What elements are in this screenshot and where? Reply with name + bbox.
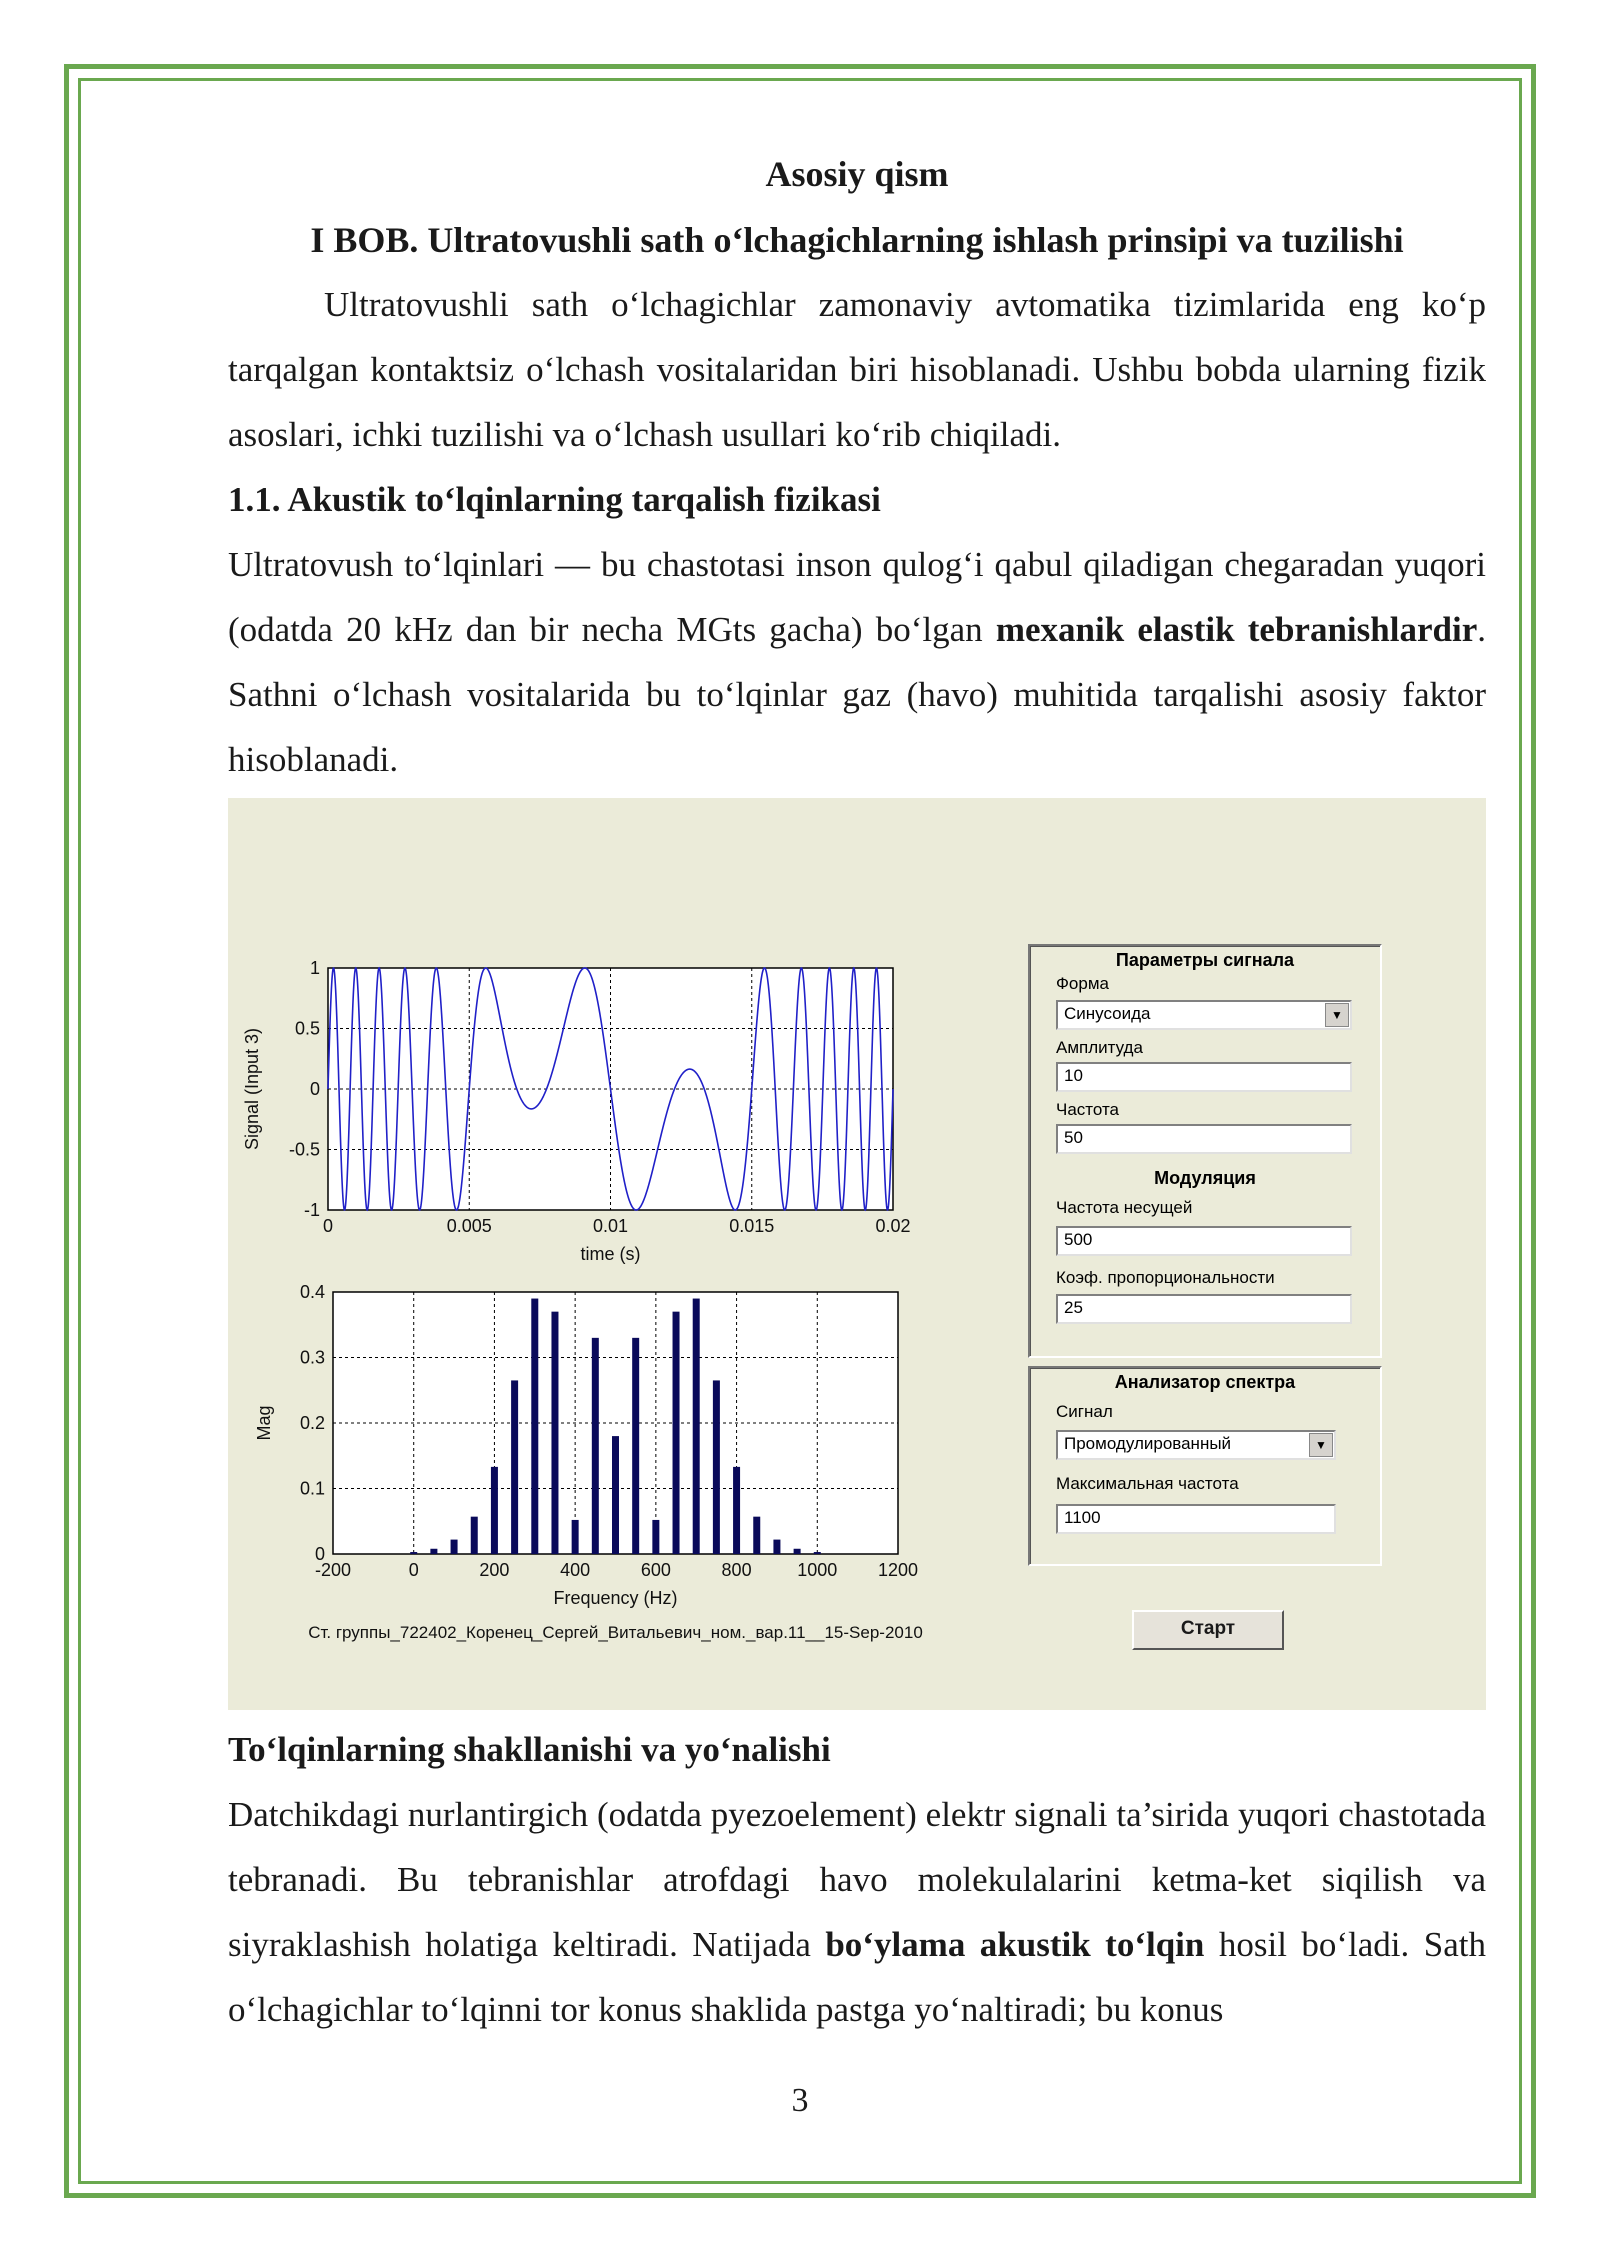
spectrum-xtick-label: 400 [560,1560,591,1580]
para1-text-b: . Sathni o‘lchash vositalarida bu to‘lqinlar gaz (havo) muhitida tarqalishi asosiy faktor hisoblanadi. [228,610,1486,779]
modulation-title: Модуляция [1154,1168,1256,1188]
spectrum-bar [733,1467,740,1554]
signal-xtick-label: 0.01 [592,1216,629,1236]
chevron-down-icon[interactable]: ▼ [1325,1003,1349,1027]
frequency-input[interactable]: 50 [1056,1124,1352,1154]
para1-text-a: Ultratovush to‘lqinlari — bu chastotasi inson qulog‘i qabul qiladigan chegaradan yuqori (odatda 20 kHz dan bir necha MGts gacha) bo‘lgan [228,545,1486,649]
spectrum-ytick-label: 0.4 [299,1282,325,1302]
signal-xtick-label: 0.02 [875,1216,911,1236]
form-select[interactable] [1056,1000,1352,1030]
signal-xtick-label: 0 [322,1216,334,1236]
spectrum-signal-value: Промодулированный [1064,1434,1232,1453]
spectrum-signal-label: Сигнал [1056,1402,1113,1421]
signal-ylabel: Signal (Input 3) [242,1027,262,1151]
para2-text-b: hosil bo‘ladi. Sath o‘lchagichlar to‘lqinni tor konus shaklida pastga yo‘naltiradi; bu konus [228,1925,1486,2029]
para2-bold: bo‘ylama akustik to‘lqin [825,1925,1205,1964]
heading-2: To‘lqinlarning shakllanishi va yo‘nalishi [228,1730,831,1769]
spectrum-ytick-label: 0.1 [299,1478,325,1499]
spectrum-bar [612,1436,619,1554]
para2-text-a: Datchikdagi nurlantirgich (odatda pyezoelement) elektr signali ta’sirida yuqori chastotada tebranadi. Bu tebranishlar atrofdagi havo molekulalarini ketma-ket siqilish va siyraklashish holatiga keltiradi. Natijada [228,1795,1486,1964]
spectrum-xtick-label: 200 [479,1560,510,1580]
form-label: Форма [1056,974,1109,993]
spectrum-bar [572,1520,579,1554]
signal-ytick-label: 0.5 [294,1018,320,1039]
carrier-label: Частота несущей [1056,1198,1193,1217]
spectrum-signal-select[interactable] [1056,1430,1336,1460]
signal-ytick-label: -1 [303,1200,320,1220]
spectrum-bar [814,1552,821,1554]
spectrum-bar [592,1338,599,1554]
spectrum-bar [753,1517,760,1554]
maxfreq-input[interactable]: 1100 [1056,1504,1336,1534]
spectrum-bar [713,1380,720,1554]
figure-caption: Ст. группы_722402_Коренец_Сергей_Витальевич_ном._вар.11__15-Sep-2010 [308,1623,923,1642]
intro-paragraph [228,272,1486,467]
spectrum-xtick-label: -200 [314,1560,352,1580]
carrier-input[interactable]: 500 [1056,1226,1352,1256]
signal-xlabel: time (s) [580,1244,641,1264]
spectrum-bar [410,1552,417,1554]
page-number: 3 [791,2082,809,2119]
amplitude-label: Амплитуда [1056,1038,1143,1057]
chapter-title: I BOB. Ultratovushli sath o‘lchagichlarning ishlash prinsipi va tuzilishi [310,220,1404,260]
coef-input[interactable]: 25 [1056,1294,1352,1324]
maxfreq-label: Максимальная частота [1056,1474,1239,1493]
spectrum-title: Анализатор спектра [1114,1372,1296,1392]
app-screenshot [228,798,1486,1710]
spectrum-xlabel: Frequency (Hz) [553,1588,678,1608]
spectrum-xtick-label: 1000 [797,1560,838,1580]
section-title: Asosiy qism [765,154,949,194]
spectrum-bar [652,1520,659,1554]
spectrum-xtick-label: 1200 [877,1560,919,1580]
coef-label: Коэф. пропорциональности [1056,1268,1275,1287]
intro-text: Ultratovushli sath o‘lchagichlar zamonaviy avtomatika tizimlarida eng ko‘p tarqalgan kontaktsiz o‘lchash vositalaridan biri hisoblanadi. Ushbu bobda ularning fizik asoslari, ichki tuzilishi va o‘lchash usullari ko‘rib chiqiladi. [228,285,1486,454]
spectrum-bar [693,1299,700,1554]
spectrum-bar [773,1540,780,1554]
spectrum-bar [531,1299,538,1554]
spectrum-bar [551,1312,558,1554]
paragraph-1 [228,532,1486,792]
heading-1-1: 1.1. Akustik to‘lqinlarning tarqalish fizikasi [228,480,881,519]
frequency-label: Частота [1056,1100,1120,1119]
spectrum-panel [1028,1366,1382,1566]
spectrum-ylabel: Mag [254,1405,274,1441]
spectrum-xtick-label: 600 [640,1560,671,1580]
spectrum-bar [632,1338,639,1554]
signal-ytick-label: -0.5 [288,1139,320,1160]
paragraph-2 [228,1782,1486,2042]
signal-params-title: Параметры сигнала [1115,950,1295,970]
signal-xtick-label: 0.005 [446,1216,492,1236]
spectrum-bar [794,1549,801,1554]
signal-xtick-label: 0.015 [729,1216,775,1236]
para1-bold: mexanik elastik tebranishlardir [995,610,1478,649]
spectrum-bar [491,1467,498,1554]
amplitude-input[interactable]: 10 [1056,1062,1352,1092]
spectrum-bar [673,1312,680,1554]
signal-ytick-label: 0 [309,1079,320,1099]
spectrum-ytick-label: 0 [314,1544,325,1564]
signal-params-panel [1028,944,1382,1358]
spectrum-bar [451,1540,458,1554]
start-button[interactable]: Старт [1132,1610,1284,1650]
signal-ytick-label: 1 [309,958,320,978]
spectrum-ytick-label: 0.3 [299,1347,325,1368]
chevron-down-icon[interactable]: ▼ [1309,1433,1333,1457]
spectrum-bar [471,1517,478,1554]
form-select-value: Синусоида [1064,1004,1151,1023]
spectrum-bar [430,1549,437,1554]
spectrum-xtick-label: 0 [408,1560,419,1580]
spectrum-xtick-label: 800 [721,1560,752,1580]
spectrum-bar [511,1380,518,1554]
spectrum-ytick-label: 0.2 [299,1413,325,1433]
